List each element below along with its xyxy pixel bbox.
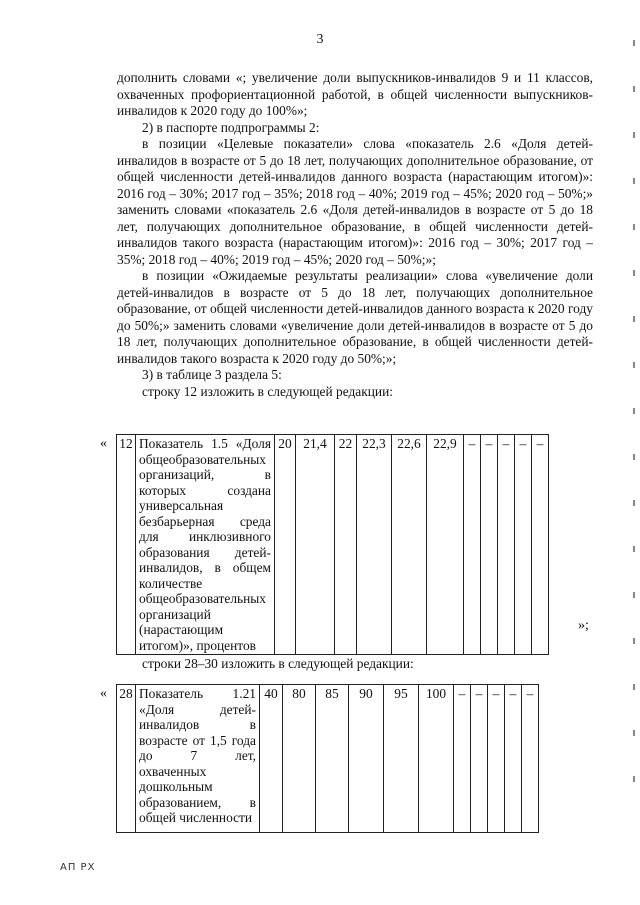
value-cell: –: [505, 685, 522, 833]
value-cell: –: [532, 435, 549, 655]
page-number: 3: [316, 32, 324, 47]
value-cell: 85: [316, 685, 349, 833]
open-quote: «: [100, 686, 107, 701]
value-cell: 20: [275, 435, 296, 655]
paragraph-5: 3) в таблице 3 раздела 5:: [142, 367, 282, 382]
table-row-12: [116, 434, 549, 655]
table-row-12-block: [100, 434, 600, 653]
row-number: 28: [117, 685, 136, 833]
value-cell: –: [522, 685, 539, 833]
open-quote: «: [100, 436, 107, 451]
caption-rows-28-30: строки 28–30 изложить в следующей редакции:: [142, 656, 414, 671]
value-cell: –: [481, 435, 498, 655]
body-text: [117, 70, 593, 400]
value-cell: 22: [335, 435, 357, 655]
value-cell: 100: [419, 685, 454, 833]
margin-scan-marks: [632, 40, 636, 900]
paragraph-2: 2) в паспорте подпрограммы 2:: [142, 119, 320, 135]
value-cell: –: [488, 685, 505, 833]
value-cell: 22,9: [427, 435, 464, 655]
indicator-description: Показатель 1.5 «Доля общеобразовательных организаций, в которых создана универсальная безбарьерная среда для инклюзивного образования детей-инвалидов, в общем количестве общеобразовательных организаций (нарастающим итогом)», процентов: [136, 435, 275, 655]
indicator-description: Показатель 1.21 «Доля детей-инвалидов в возрасте от 1,5 года до 7 лет, охваченных дошкольным образованием, в общей численности: [136, 685, 260, 833]
table-row-28: [116, 684, 539, 833]
table-row-28-block: [100, 684, 600, 834]
value-cell: 21,4: [296, 435, 335, 655]
value-cell: 90: [349, 685, 384, 833]
value-cell: –: [515, 435, 532, 655]
value-cell: –: [454, 685, 471, 833]
value-cell: –: [471, 685, 488, 833]
close-quote: »;: [578, 618, 589, 633]
paragraph-4: в позиции «Ожидаемые результаты реализации» слова «увеличение доли детей-инвалидов в возрасте от 5 до 18 лет, получающих дополнительное образование, от общей численности детей-инвалидов данного возраста к 2020 году до 50%;» заменить словами «увеличение доли детей-инвалидов в возрасте от 5 до 18 лет, получающих дополнительное образование, в общей численности детей-инвалидов такого возраста к 2020 году до 50%;»;: [117, 268, 593, 366]
value-cell: –: [498, 435, 515, 655]
paragraph-3: в позиции «Целевые показатели» слова «показатель 2.6 «Доля детей-инвалидов в возрасте от 5 до 18 лет, получающих дополнительное образование, от общей численности детей-инвалидов данного возраста (нарастающим итогом)»: 2016 год – 30%; 2017 год – 35%; 2018 год – 40%; 2019 год – 45%; 2020 год – 50%;» заменить словами «показатель 2.6 «Доля детей-инвалидов в возрасте от 5 до 18 лет, получающих дополнительное образование, в общей численности детей-инвалидов такого возраста (нарастающим итогом)»: 2016 год – 30%; 2017 год – 35%; 2018 год – 40%; 2019 год – 45%; 2020 год – 50%;»;: [117, 136, 593, 267]
value-cell: 80: [283, 685, 316, 833]
paragraph-1: дополнить словами «; увеличение доли выпускников-инвалидов 9 и 11 классов, охваченных профориентационной работой, в общей численности выпускников-инвалидов к 2020 году до 100%»;: [117, 70, 593, 118]
paragraph-6: строку 12 изложить в следующей редакции:: [142, 383, 393, 399]
footer-mark: АП РХ: [60, 862, 96, 873]
value-cell: 22,6: [392, 435, 427, 655]
value-cell: –: [464, 435, 481, 655]
row-number: 12: [117, 435, 136, 655]
value-cell: 95: [384, 685, 419, 833]
value-cell: 22,3: [357, 435, 392, 655]
value-cell: 40: [260, 685, 283, 833]
